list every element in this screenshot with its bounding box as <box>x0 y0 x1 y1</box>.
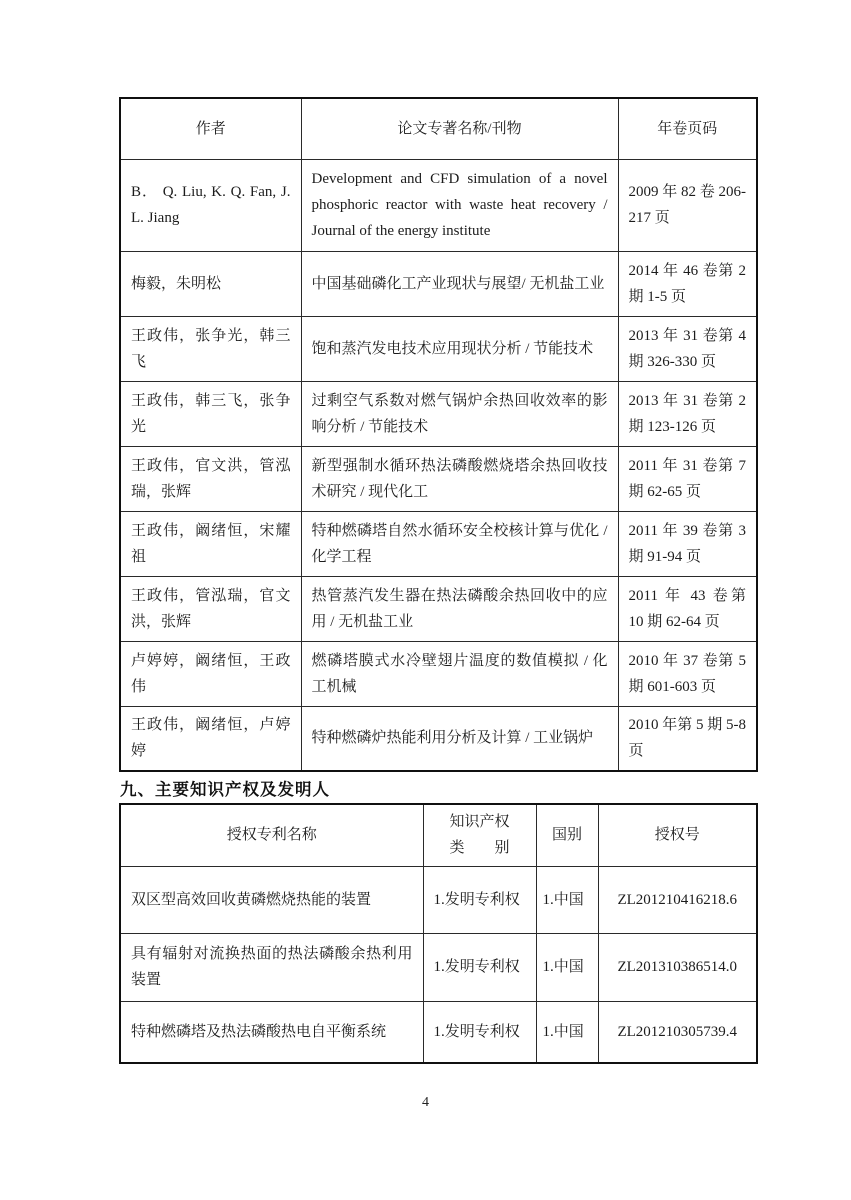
table-row <box>120 159 757 251</box>
pub-citation: 2011 年 31 卷第 7 期 62-65 页 <box>618 446 757 511</box>
patents-header-number: 授权号 <box>598 804 757 866</box>
pubs-header-citation: 年卷页码 <box>618 98 757 159</box>
patent-category: 1.发明专利权 <box>423 866 536 933</box>
patents-header-country: 国别 <box>536 804 598 866</box>
table-row <box>120 381 757 446</box>
pubs-header-author: 作者 <box>120 98 301 159</box>
pub-citation: 2011 年 43 卷第 10 期 62-64 页 <box>618 576 757 641</box>
pub-title: 特种燃磷塔自然水循环安全校核计算与优化 / 化学工程 <box>301 511 618 576</box>
section-heading: 九、主要知识产权及发明人 <box>120 781 330 799</box>
patent-country: 1.中国 <box>536 1001 598 1063</box>
table-row <box>120 641 757 706</box>
patent-category: 1.发明专利权 <box>423 1001 536 1063</box>
pub-citation: 2013 年 31 卷第 2 期 123-126 页 <box>618 381 757 446</box>
patent-country: 1.中国 <box>536 933 598 1001</box>
pub-authors: 王政伟，韩三飞，张争光 <box>120 381 301 446</box>
pubs-header-title: 论文专著名称/刊物 <box>301 98 618 159</box>
patents-header-category-line2: 类 别 <box>449 840 510 857</box>
patent-number: ZL201210416218.6 <box>598 866 757 933</box>
pub-authors: 王政伟，阚绪恒，宋耀祖 <box>120 511 301 576</box>
pub-title: 特种燃磷炉热能利用分析及计算 / 工业锅炉 <box>301 706 618 771</box>
pub-title: Development and CFD simulation of a novel phosphoric reactor with waste heat recovery / Journal of the energy institute <box>301 159 618 251</box>
pub-title: 中国基础磷化工产业现状与展望/ 无机盐工业 <box>301 251 618 316</box>
pub-title: 新型强制水循环热法磷酸燃烧塔余热回收技术研究 / 现代化工 <box>301 446 618 511</box>
pub-citation: 2010 年 37 卷第 5 期 601-603 页 <box>618 641 757 706</box>
publications-table <box>119 97 758 772</box>
patent-number: ZL201210305739.4 <box>598 1001 757 1063</box>
pub-citation: 2014 年 46 卷第 2 期 1-5 页 <box>618 251 757 316</box>
pub-authors: 王政伟，阚绪恒，卢婷婷 <box>120 706 301 771</box>
pub-authors: B． Q. Liu, K. Q. Fan, J. L. Jiang <box>120 159 301 251</box>
pub-authors: 卢婷婷，阚绪恒，王政伟 <box>120 641 301 706</box>
pub-authors: 王政伟，管泓瑞，官文洪，张辉 <box>120 576 301 641</box>
pub-title: 燃磷塔膜式水冷壁翅片温度的数值模拟 / 化工机械 <box>301 641 618 706</box>
patent-category: 1.发明专利权 <box>423 933 536 1001</box>
patents-header-category <box>423 804 536 866</box>
pub-citation: 2011 年 39 卷第 3 期 91-94 页 <box>618 511 757 576</box>
patent-country: 1.中国 <box>536 866 598 933</box>
patents-header-name: 授权专利名称 <box>120 804 423 866</box>
publications-header-row <box>120 98 757 159</box>
pub-authors: 王政伟，官文洪，管泓瑞，张辉 <box>120 446 301 511</box>
pub-title: 饱和蒸汽发电技术应用现状分析 / 节能技术 <box>301 316 618 381</box>
table-row <box>120 446 757 511</box>
table-row <box>120 933 757 1001</box>
patents-header-row <box>120 804 757 866</box>
patents-table <box>119 803 758 1064</box>
patent-name: 具有辐射对流换热面的热法磷酸余热利用装置 <box>120 933 423 1001</box>
table-row <box>120 511 757 576</box>
pub-citation: 2013 年 31 卷第 4 期 326-330 页 <box>618 316 757 381</box>
patent-name: 特种燃磷塔及热法磷酸热电自平衡系统 <box>120 1001 423 1063</box>
table-row <box>120 316 757 381</box>
table-row <box>120 251 757 316</box>
pub-authors: 梅毅，朱明松 <box>120 251 301 316</box>
table-row <box>120 706 757 771</box>
table-row <box>120 1001 757 1063</box>
patent-name: 双区型高效回收黄磷燃烧热能的装置 <box>120 866 423 933</box>
pub-citation: 2010 年第 5 期 5-8 页 <box>618 706 757 771</box>
table-row <box>120 576 757 641</box>
pub-title: 热管蒸汽发生器在热法磷酸余热回收中的应用 / 无机盐工业 <box>301 576 618 641</box>
pub-citation: 2009 年 82 卷 206-217 页 <box>618 159 757 251</box>
pub-title: 过剩空气系数对燃气锅炉余热回收效率的影响分析 / 节能技术 <box>301 381 618 446</box>
patents-header-category-line1: 知识产权 <box>449 814 510 831</box>
page-number: 4 <box>422 1095 429 1110</box>
patent-number: ZL201310386514.0 <box>598 933 757 1001</box>
pub-authors: 王政伟，张争光，韩三飞 <box>120 316 301 381</box>
table-row <box>120 866 757 933</box>
